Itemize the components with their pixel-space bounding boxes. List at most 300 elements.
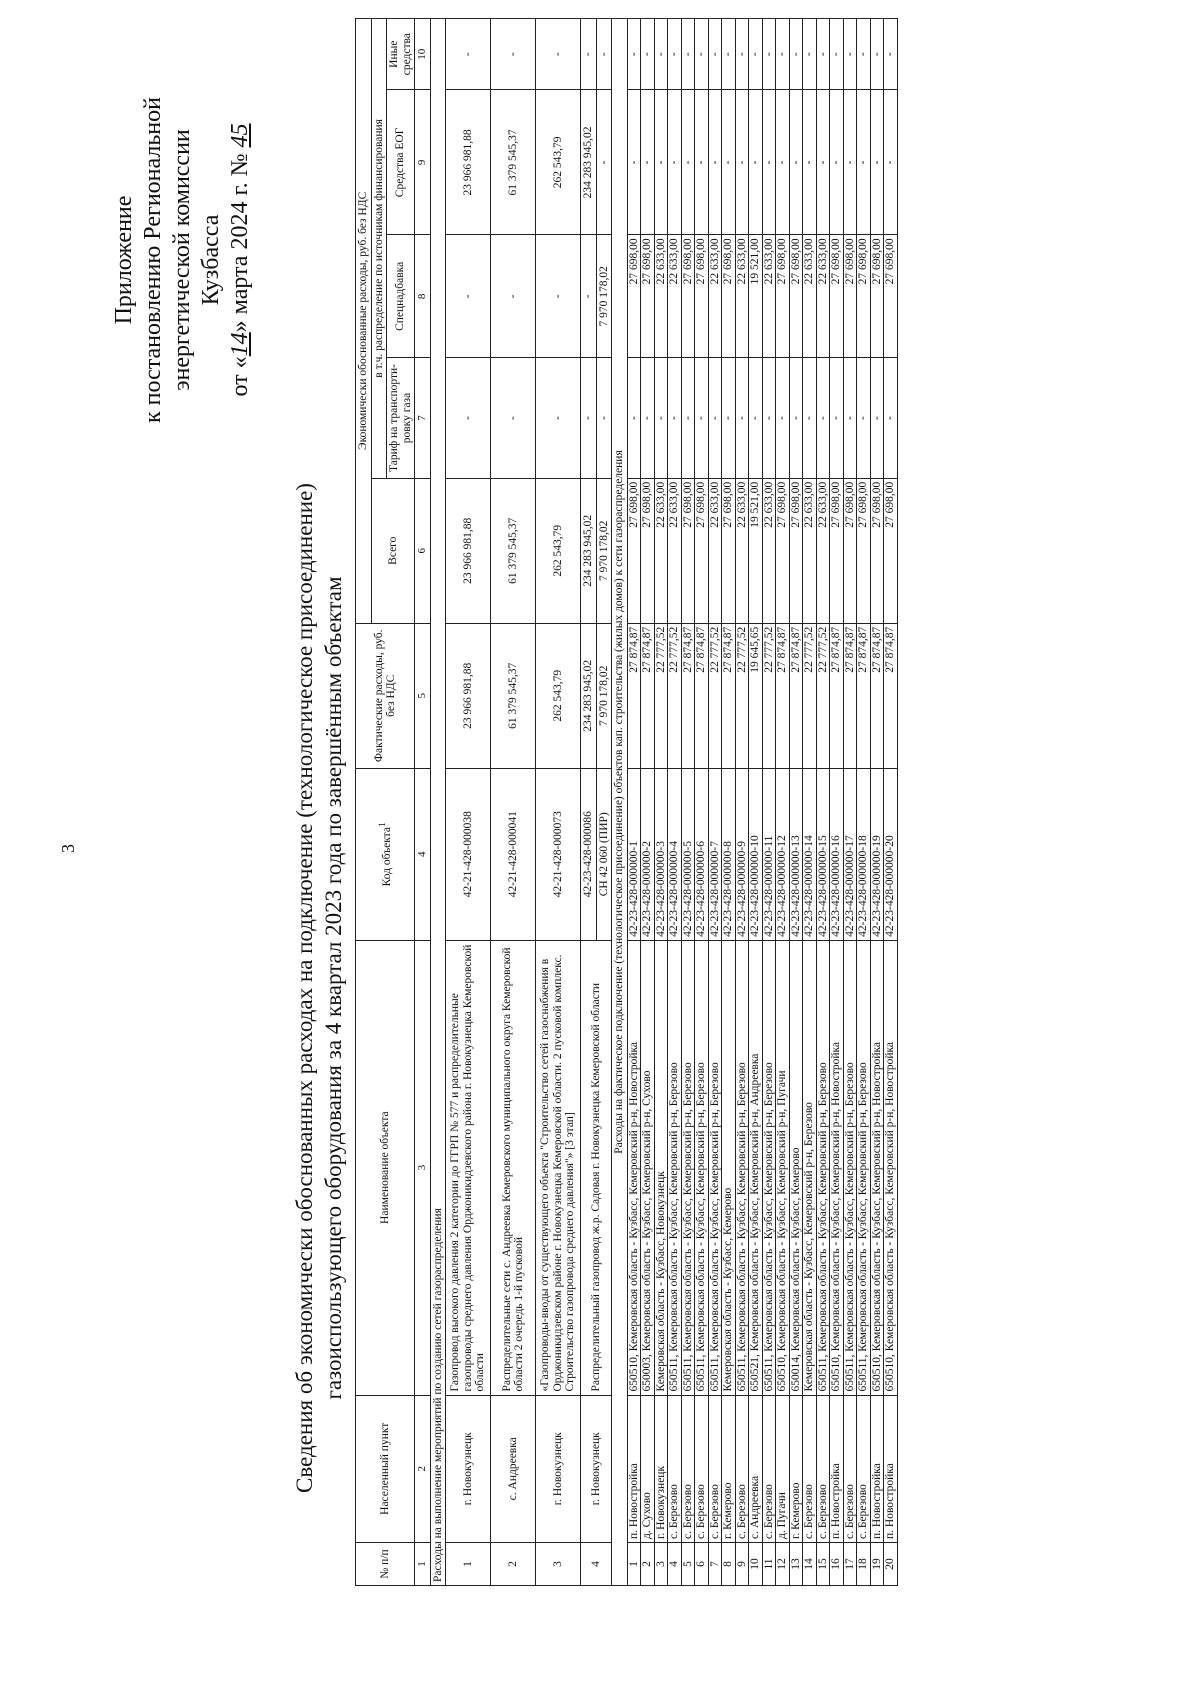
costs-table-wrap (355, 18, 898, 1586)
cell-total: 27 698,00 (776, 478, 790, 623)
cell-other: - (491, 19, 536, 90)
section-header-row (612, 19, 628, 1586)
cell-tariff: - (843, 358, 857, 478)
header-tariff: Тариф на транспорти-ровку газа (387, 358, 415, 478)
cell-actual: 27 874,87 (681, 623, 695, 768)
cell-other: - (536, 19, 581, 90)
cell-actual: 19 645,65 (749, 623, 763, 768)
cell-tariff: - (491, 358, 536, 478)
table-row (536, 19, 581, 1586)
cell-other: - (654, 19, 668, 90)
cell-object-code: 42-23-428-000000-19 (870, 768, 884, 940)
cell-num: 1 (446, 1543, 491, 1586)
cell-actual: 27 874,87 (843, 623, 857, 768)
cell-num: 15 (816, 1543, 830, 1586)
cell-total: 27 698,00 (681, 478, 695, 623)
cell-special: 22 633,00 (762, 235, 776, 358)
cell-total: 27 698,00 (843, 478, 857, 623)
cell-settlement: с. Андреевка (491, 1395, 536, 1542)
cell-special: 27 698,00 (857, 235, 871, 358)
cell-actual: 22 777,52 (816, 623, 830, 768)
table-row (641, 19, 655, 1586)
cell-actual: 22 777,52 (668, 623, 682, 768)
table-row (843, 19, 857, 1586)
cell-total: 22 633,00 (668, 478, 682, 623)
cell-special: 27 698,00 (870, 235, 884, 358)
cell-num: 1 (627, 1543, 641, 1586)
cell-other: - (668, 19, 682, 90)
col-number: 6 (415, 478, 431, 623)
cell-object-code: 42-23-428-000000-4 (668, 768, 682, 940)
col-number: 9 (415, 90, 431, 235)
cell-settlement: г. Новокузнецк (446, 1395, 491, 1542)
cell-tariff: - (681, 358, 695, 478)
cell-object-code: 42-23-428-000000-13 (789, 768, 803, 940)
cell-other: - (776, 19, 790, 90)
cell-special: 27 698,00 (843, 235, 857, 358)
date-mid: » марта 2024 г. № (227, 153, 253, 333)
table-row (776, 19, 790, 1586)
cell-object-code: 42-23-428-000000-18 (857, 768, 871, 940)
cell-other: - (816, 19, 830, 90)
cell-total: 27 698,00 (627, 478, 641, 623)
cell-actual: 262 543,79 (536, 623, 581, 768)
cell-object-name: «Газопроводы-вводы от существующего объекта "Строительство сетей газоснабжения в Орджоникидзевском районе г. Новокузнецка Кемеровской области. 2 пусковой комплекс. Строительство газопровода среднего давления"» [3 этап] (536, 940, 581, 1395)
appendix-date-line (226, 40, 255, 480)
cell-total: 19 521,00 (749, 478, 763, 623)
table-row (491, 19, 536, 1586)
cell-total: 22 633,00 (654, 478, 668, 623)
cell-total: 27 698,00 (789, 478, 803, 623)
cell-num: 20 (884, 1543, 898, 1586)
cell-num: 9 (735, 1543, 749, 1586)
table-row (830, 19, 844, 1586)
cell-actual: 22 777,52 (708, 623, 722, 768)
cell-num: 17 (843, 1543, 857, 1586)
cell-special: 27 698,00 (722, 235, 736, 358)
cell-num: 19 (870, 1543, 884, 1586)
cell-tariff: - (627, 358, 641, 478)
cell-eog: - (803, 90, 817, 235)
cell-settlement: г. Новокузнецк (654, 1395, 668, 1542)
cell-total: 22 633,00 (803, 478, 817, 623)
section2-body (627, 19, 897, 1586)
cell-actual: 234 283 945,02 (581, 623, 597, 768)
footnote-mark: 1 (376, 822, 388, 828)
cell-object-code: 42-23-428-000000-5 (681, 768, 695, 940)
title-line: газоиспользующего оборудования за 4 квартал 2023 года по завершённым объектам (321, 576, 346, 1400)
cell-tariff: - (668, 358, 682, 478)
cell-object-name: Распределительные сети с. Андреевка Кемеровского муниципального округа Кемеровской области 2 очередь 1-й пусковой (491, 940, 536, 1395)
header-incl-group: в т.ч. распределение по источникам финансирования (371, 19, 387, 479)
cell-tariff: - (749, 358, 763, 478)
table-row (816, 19, 830, 1586)
cell-settlement: с. Березово (735, 1395, 749, 1542)
cell-total: 27 698,00 (695, 478, 709, 623)
cell-actual: 27 874,87 (776, 623, 790, 768)
cell-object-code: 42-23-428-000000-1 (627, 768, 641, 940)
col-number: 5 (415, 623, 431, 768)
header-num: № п/п (356, 1543, 415, 1586)
cell-object-name: 650510, Кемеровская область - Кузбасс, Кемеровский р-н, Новостройка (830, 940, 844, 1395)
cell-object-code: 42-21-428-000073 (536, 768, 581, 940)
cell-settlement: г. Новокузнецк (581, 1395, 612, 1542)
cell-tariff: - (536, 358, 581, 478)
cell-object-name: Кемеровская область - Кузбасс, Кемерово (722, 940, 736, 1395)
cell-object-code: 42-23-428-000000-8 (722, 768, 736, 940)
cell-num: 6 (695, 1543, 709, 1586)
cell-eog: - (762, 90, 776, 235)
cell-special: 7 970 178,02 (596, 235, 612, 358)
cell-eog: 61 379 545,37 (491, 90, 536, 235)
cell-num: 11 (762, 1543, 776, 1586)
cell-object-name: 650510, Кемеровская область - Кузбасс, Кемеровский р-н, Новостройка (884, 940, 898, 1395)
cell-actual: 27 874,87 (830, 623, 844, 768)
table-row (884, 19, 898, 1586)
cell-num: 4 (668, 1543, 682, 1586)
table-row (668, 19, 682, 1586)
cell-total: 234 283 945,02 (581, 478, 597, 623)
cell-settlement: с. Березово (803, 1395, 817, 1542)
header-object-name: Наименование объекта (356, 940, 415, 1395)
cell-tariff: - (884, 358, 898, 478)
cell-eog: - (722, 90, 736, 235)
header-other: Иные средства (387, 19, 415, 90)
resolution-number: 45 (227, 123, 253, 148)
appendix-line: энергетической комиссии (169, 129, 195, 391)
section2-title: Расходы на фактическое подключение (технологическое присоединение) объектов кап. строительства (жилых домов) к сети газораспределения (612, 19, 628, 1586)
cell-total: 61 379 545,37 (491, 478, 536, 623)
cell-other: - (695, 19, 709, 90)
cell-object-code: 42-23-428-000000-15 (816, 768, 830, 940)
table-row (627, 19, 641, 1586)
cell-object-code: 42-23-428-000000-3 (654, 768, 668, 940)
table-row (803, 19, 817, 1586)
cell-object-name: 650511, Кемеровская область - Кузбасс, Кемеровский р-н, Березово (816, 940, 830, 1395)
cell-object-code: 42-23-428-000000-7 (708, 768, 722, 940)
cell-other: - (722, 19, 736, 90)
col-number: 8 (415, 235, 431, 358)
cell-actual: 27 874,87 (789, 623, 803, 768)
cell-tariff: - (641, 358, 655, 478)
cell-eog: - (708, 90, 722, 235)
cell-tariff: - (776, 358, 790, 478)
cell-num: 5 (681, 1543, 695, 1586)
cell-actual: 27 874,87 (695, 623, 709, 768)
cell-other: - (596, 19, 612, 90)
cell-object-name: 650521, Кемеровская область - Кузбасс, Кемеровский р-н, Андреевка (749, 940, 763, 1395)
cell-other: - (627, 19, 641, 90)
cell-other: - (884, 19, 898, 90)
cell-total: 27 698,00 (722, 478, 736, 623)
cell-num: 4 (581, 1543, 612, 1586)
cell-num: 12 (776, 1543, 790, 1586)
column-number-row (415, 19, 431, 1586)
cell-tariff: - (803, 358, 817, 478)
cell-total: 22 633,00 (816, 478, 830, 623)
cell-tariff: - (735, 358, 749, 478)
cell-eog: 262 543,79 (536, 90, 581, 235)
date-prefix: от « (227, 356, 253, 397)
cell-special: 22 633,00 (803, 235, 817, 358)
header-econ-group: Экономически обоснованные расходы, руб. без НДС (356, 19, 372, 624)
cell-total: 23 966 981,88 (446, 478, 491, 623)
cell-eog: - (735, 90, 749, 235)
cell-object-code: 42-23-428-000000-6 (695, 768, 709, 940)
cell-num: 10 (749, 1543, 763, 1586)
cell-total: 27 698,00 (641, 478, 655, 623)
table-row (762, 19, 776, 1586)
col-number: 4 (415, 768, 431, 940)
cell-other: - (641, 19, 655, 90)
cell-settlement: с. Андреевка (749, 1395, 763, 1542)
cell-object-name: 650511, Кемеровская область - Кузбасс, Кемеровский р-н, Березово (735, 940, 749, 1395)
table-row (681, 19, 695, 1586)
table-row (654, 19, 668, 1586)
cell-eog: - (749, 90, 763, 235)
appendix-line: Кузбасса (198, 214, 224, 306)
cell-total: 22 633,00 (735, 478, 749, 623)
cell-other: - (762, 19, 776, 90)
table-row (446, 19, 491, 1586)
cell-other: - (708, 19, 722, 90)
title-line: Сведения об экономически обоснованных расходах на подключение (технологическое присоединение) (292, 483, 317, 1493)
cell-other: - (581, 19, 597, 90)
page-number: 3 (58, 844, 78, 853)
cell-settlement: с. Березово (762, 1395, 776, 1542)
cell-eog: - (668, 90, 682, 235)
cell-object-code: 42-23-428-000000-16 (830, 768, 844, 940)
cell-tariff: - (654, 358, 668, 478)
cell-special: 27 698,00 (681, 235, 695, 358)
cell-eog: - (641, 90, 655, 235)
cell-actual: 22 777,52 (803, 623, 817, 768)
table-row (789, 19, 803, 1586)
cell-object-code: 42-23-428-000000-11 (762, 768, 776, 940)
cell-num: 2 (491, 1543, 536, 1586)
cell-other: - (681, 19, 695, 90)
cell-special: 22 633,00 (735, 235, 749, 358)
cell-actual: 27 874,87 (884, 623, 898, 768)
cell-special: 22 633,00 (708, 235, 722, 358)
date-day: 14 (227, 332, 253, 357)
cell-object-name: 650511, Кемеровская область - Кузбасс, Кемеровский р-н, Березово (695, 940, 709, 1395)
cell-actual: 23 966 981,88 (446, 623, 491, 768)
table-row (735, 19, 749, 1586)
cell-tariff: - (722, 358, 736, 478)
cell-object-name: 650511, Кемеровская область - Кузбасс, Кемеровский р-н, Березово (762, 940, 776, 1395)
cell-num: 13 (789, 1543, 803, 1586)
costs-table (355, 18, 898, 1586)
cell-special: 22 633,00 (816, 235, 830, 358)
cell-object-code: 42-23-428-000086 (581, 768, 597, 940)
cell-num: 3 (536, 1543, 581, 1586)
cell-object-name: 650014, Кемеровская область - Кузбасс, Кемерово (789, 940, 803, 1395)
cell-object-code: 42-23-428-000000-12 (776, 768, 790, 940)
cell-special: 22 633,00 (668, 235, 682, 358)
cell-object-code: 42-23-428-000000-14 (803, 768, 817, 940)
cell-object-code: 42-23-428-000000-10 (749, 768, 763, 940)
cell-object-name: 650511, Кемеровская область - Кузбасс, Кемеровский р-н, Березово (668, 940, 682, 1395)
cell-settlement: с. Березово (708, 1395, 722, 1542)
col-number: 3 (415, 940, 431, 1395)
cell-other: - (789, 19, 803, 90)
cell-tariff: - (762, 358, 776, 478)
header-actual-costs: Фактические расходы, руб. без НДС (356, 623, 415, 768)
table-row (857, 19, 871, 1586)
col-number: 10 (415, 19, 431, 90)
cell-eog: 234 283 945,02 (581, 90, 597, 235)
cell-num: 16 (830, 1543, 844, 1586)
table-row (722, 19, 736, 1586)
header-object-code-label: Код объекта (380, 827, 393, 887)
cell-eog: - (830, 90, 844, 235)
cell-object-name: Газопровод высокого давления 2 категории до ГГРП № 577 и распределительные газопроводы среднего давления Орджоникидзевского района г. Новокузнецка Кемеровской области (446, 940, 491, 1395)
cell-special: 27 698,00 (884, 235, 898, 358)
cell-settlement: п. Новостройка (884, 1395, 898, 1542)
cell-special: 22 633,00 (654, 235, 668, 358)
cell-special: - (446, 235, 491, 358)
cell-special: 27 698,00 (695, 235, 709, 358)
cell-tariff: - (857, 358, 871, 478)
cell-settlement: д. Пугачи (776, 1395, 790, 1542)
cell-object-name: 650511, Кемеровская область - Кузбасс, Кемеровский р-н, Березово (681, 940, 695, 1395)
cell-special: 27 698,00 (627, 235, 641, 358)
cell-special: - (536, 235, 581, 358)
cell-object-code: 42-23-428-000000-20 (884, 768, 898, 940)
cell-actual: 22 777,52 (735, 623, 749, 768)
cell-tariff: - (789, 358, 803, 478)
cell-special: - (491, 235, 536, 358)
col-number: 1 (415, 1543, 431, 1586)
cell-total: 27 698,00 (857, 478, 871, 623)
cell-actual: 61 379 545,37 (491, 623, 536, 768)
table-row (581, 19, 597, 1586)
cell-actual: 27 874,87 (870, 623, 884, 768)
cell-object-name: 650510, Кемеровская область - Кузбасс, Кемеровский р-н, Новостройка (627, 940, 641, 1395)
cell-eog: - (884, 90, 898, 235)
cell-eog: - (596, 90, 612, 235)
cell-other: - (735, 19, 749, 90)
cell-settlement: г. Кемерово (789, 1395, 803, 1542)
table-row (708, 19, 722, 1586)
cell-special: 27 698,00 (789, 235, 803, 358)
section-header-row (430, 19, 446, 1586)
cell-object-code: 42-21-428-000038 (446, 768, 491, 940)
cell-settlement: с. Березово (668, 1395, 682, 1542)
cell-tariff: - (830, 358, 844, 478)
cell-settlement: г. Новокузнецк (536, 1395, 581, 1542)
cell-special: 27 698,00 (776, 235, 790, 358)
cell-eog: - (695, 90, 709, 235)
cell-settlement: с. Березово (857, 1395, 871, 1542)
cell-object-code: СН 42 060 (ПИР) (596, 768, 612, 940)
cell-eog: - (870, 90, 884, 235)
cell-eog: - (776, 90, 790, 235)
cell-tariff: - (446, 358, 491, 478)
cell-tariff: - (596, 358, 612, 478)
header-settlement: Населенный пункт (356, 1395, 415, 1542)
table-row (749, 19, 763, 1586)
cell-object-code: 42-23-428-000000-17 (843, 768, 857, 940)
cell-special: 19 521,00 (749, 235, 763, 358)
table-row (695, 19, 709, 1586)
cell-total: 22 633,00 (762, 478, 776, 623)
cell-total: 27 698,00 (884, 478, 898, 623)
cell-other: - (803, 19, 817, 90)
cell-eog: - (627, 90, 641, 235)
cell-actual: 22 777,52 (654, 623, 668, 768)
appendix-line: к постановлению Региональной (140, 97, 166, 423)
cell-eog: - (843, 90, 857, 235)
cell-total: 27 698,00 (830, 478, 844, 623)
cell-object-name: 650511, Кемеровская область - Кузбасс, Кемеровский р-н, Березово (708, 940, 722, 1395)
cell-actual: 22 777,52 (762, 623, 776, 768)
cell-object-name: 650510, Кемеровская область - Кузбасс, Кемеровский р-н, Пугачи (776, 940, 790, 1395)
cell-total: 27 698,00 (870, 478, 884, 623)
section1-title: Расходы на выполнение мероприятий по созданию сетей газораспределения (430, 19, 446, 1586)
cell-eog: - (681, 90, 695, 235)
header-total: Всего (371, 478, 415, 623)
cell-settlement: п. Новостройка (627, 1395, 641, 1542)
cell-total: 7 970 178,02 (596, 478, 612, 623)
cell-tariff: - (695, 358, 709, 478)
cell-object-name: Распределительный газопровод ж.р. Садовая г. Новокузнецка Кемеровской области (581, 940, 612, 1395)
cell-object-code: 42-23-428-000000-2 (641, 768, 655, 940)
cell-eog: - (654, 90, 668, 235)
cell-other: - (843, 19, 857, 90)
cell-settlement: п. Новостройка (830, 1395, 844, 1542)
cell-eog: - (857, 90, 871, 235)
cell-num: 7 (708, 1543, 722, 1586)
cell-num: 18 (857, 1543, 871, 1586)
header-special: Спецнадбавка (387, 235, 415, 358)
cell-actual: 27 874,87 (627, 623, 641, 768)
document-title (290, 398, 348, 1578)
cell-other: - (857, 19, 871, 90)
cell-total: 262 543,79 (536, 478, 581, 623)
cell-actual: 27 874,87 (857, 623, 871, 768)
cell-eog: - (789, 90, 803, 235)
cell-actual: 27 874,87 (641, 623, 655, 768)
table-row (870, 19, 884, 1586)
cell-num: 14 (803, 1543, 817, 1586)
cell-object-name: 650511, Кемеровская область - Кузбасс, Кемеровский р-н, Березово (857, 940, 871, 1395)
cell-settlement: п. Новостройка (870, 1395, 884, 1542)
cell-other: - (446, 19, 491, 90)
cell-other: - (749, 19, 763, 90)
appendix-block (110, 40, 255, 480)
cell-tariff: - (708, 358, 722, 478)
cell-settlement: с. Березово (843, 1395, 857, 1542)
cell-object-name: 650510, Кемеровская область - Кузбасс, Кемеровский р-н, Новостройка (870, 940, 884, 1395)
cell-other: - (830, 19, 844, 90)
cell-object-name: Кемеровская область - Кузбасс, Новокузнецк (654, 940, 668, 1395)
cell-special: - (581, 235, 597, 358)
cell-actual: 27 874,87 (722, 623, 736, 768)
col-number: 2 (415, 1395, 431, 1542)
cell-actual: 7 970 178,02 (596, 623, 612, 768)
cell-tariff: - (870, 358, 884, 478)
cell-tariff: - (581, 358, 597, 478)
cell-object-code: 42-23-428-000000-9 (735, 768, 749, 940)
cell-total: 22 633,00 (708, 478, 722, 623)
header-eog: Средства ЕОГ (387, 90, 415, 235)
cell-object-name: 650511, Кемеровская область - Кузбасс, Кемеровский р-н, Березово (843, 940, 857, 1395)
cell-special: 27 698,00 (641, 235, 655, 358)
cell-tariff: - (816, 358, 830, 478)
cell-num: 2 (641, 1543, 655, 1586)
